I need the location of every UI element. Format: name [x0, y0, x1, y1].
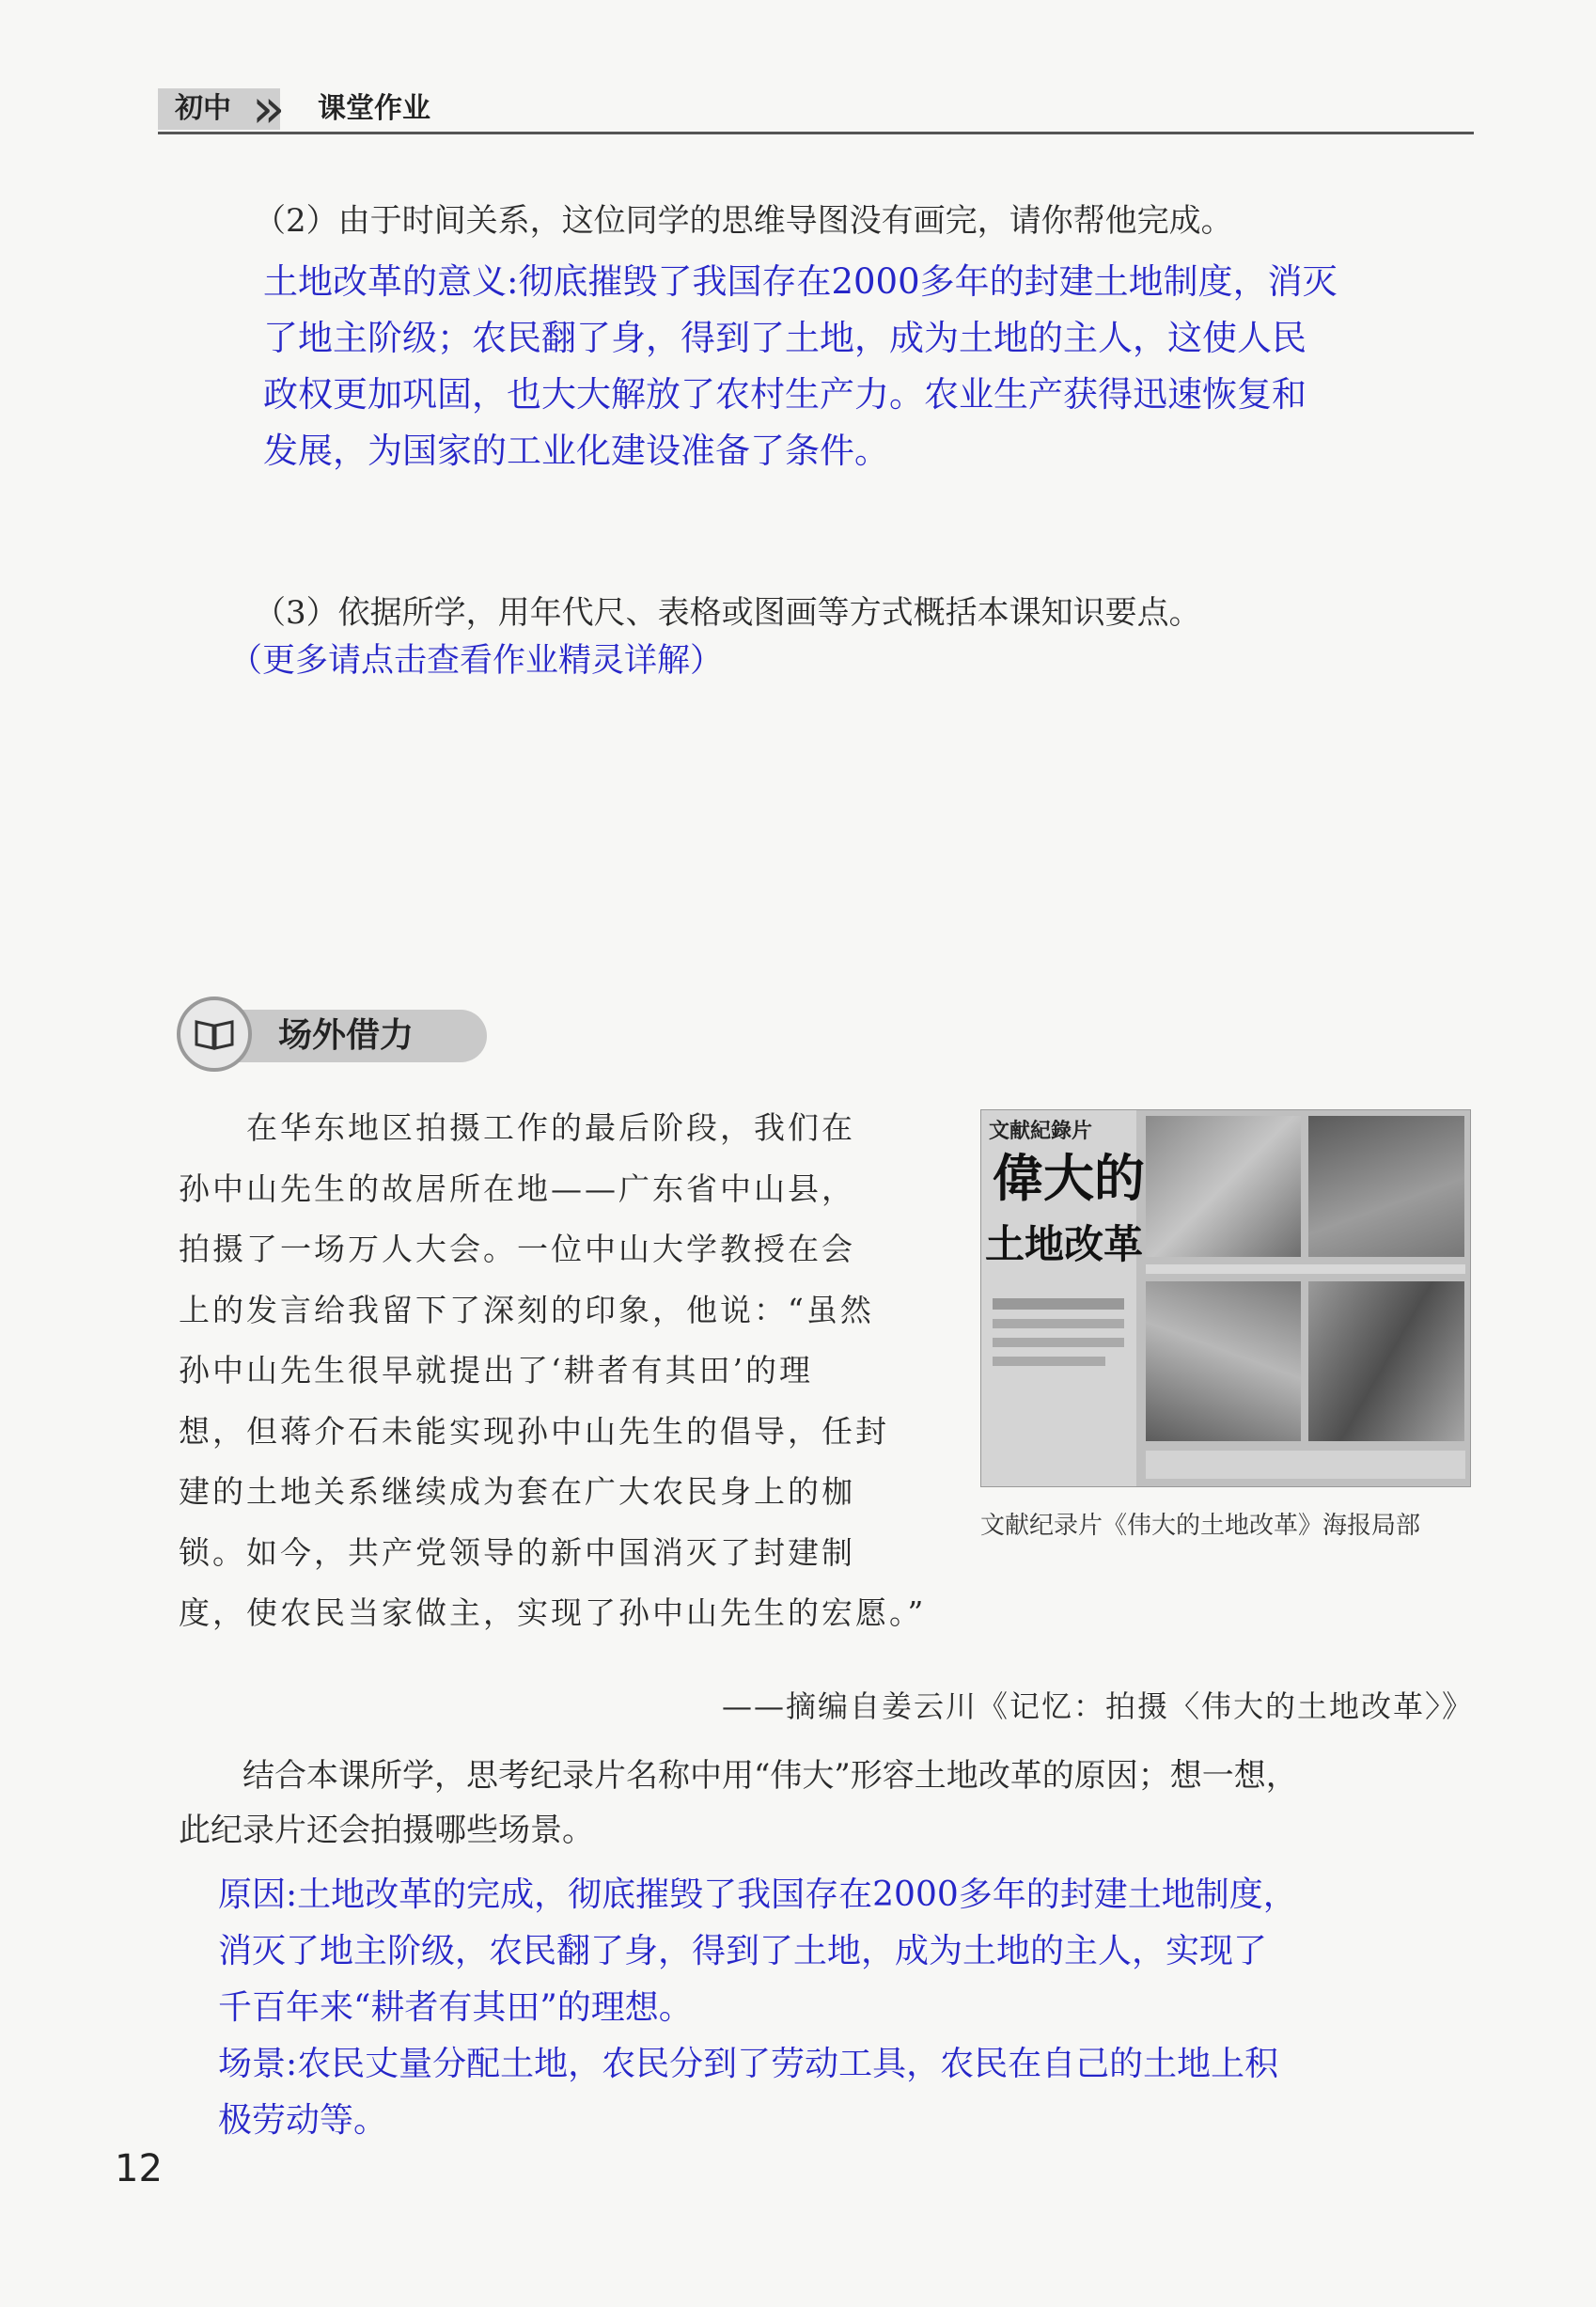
- story-line: 锁。如今，共产党领导的新中国消灭了封建制: [179, 1533, 855, 1571]
- poster-title-line-1: 偉大的: [993, 1149, 1145, 1208]
- answer-line: 发展，为国家的工业化建设准备了条件。: [263, 431, 889, 471]
- more-details-link[interactable]: （更多请点击查看作业精灵详解）: [229, 642, 724, 680]
- story-line: 在华东地区拍摄工作的最后阶段，我们在: [179, 1109, 855, 1146]
- section-badge: [177, 997, 487, 1072]
- answer-line: 土地改革的意义:彻底摧毁了我国存在2000多年的封建土地制度，消灭: [263, 261, 1338, 302]
- question-3-prompt: （3）依据所学，用年代尺、表格或图画等方式概括本课知识要点。: [254, 594, 1201, 632]
- story-line: 建的土地关系继续成为套在广大农民身上的枷: [179, 1473, 855, 1510]
- answer-line: 极劳动等。: [218, 2101, 388, 2140]
- task-prompt-line: 此纪录片还会拍摄哪些场景。: [179, 1812, 594, 1849]
- question-2-answer: [263, 254, 1338, 479]
- series-title: 课堂作业: [318, 92, 430, 125]
- open-book-icon: [177, 997, 252, 1072]
- story-line: 拍摄了一场万人大会。一位中山大学教授在会: [179, 1231, 855, 1267]
- page-number: 12: [115, 2147, 163, 2190]
- documentary-poster-image: [980, 1109, 1471, 1487]
- question-2-prompt: （2）由于时间关系，这位同学的思维导图没有画完，请你帮他完成。: [254, 202, 1233, 240]
- poster-top-label: 文献紀錄片: [989, 1119, 1093, 1143]
- story-line: 度，使农民当家做主，实现了孙中山先生的宏愿。”: [179, 1594, 927, 1631]
- answer-line: 原因:土地改革的完成，彻底摧毁了我国存在2000多年的封建土地制度，: [218, 1875, 1297, 1914]
- story-line: 孙中山先生很早就提出了‘耕者有其田’的理: [179, 1352, 813, 1389]
- section-title: 场外借力: [278, 1016, 415, 1055]
- task-prompt: [179, 1749, 1298, 1858]
- story-source: ——摘编自姜云川《记忆：拍摄〈伟大的土地改革〉》: [721, 1688, 1474, 1724]
- answer-line: 消灭了地主阶级，农民翻了身，得到了土地，成为土地的主人，实现了: [218, 1932, 1268, 1970]
- answer-line: 千百年来“耕者有其田”的理想。: [218, 1988, 693, 2027]
- answer-line: 了地主阶级；农民翻了身，得到了土地，成为土地的主人，这使人民: [263, 318, 1307, 358]
- story-line: 想，但蒋介石未能实现孙中山先生的倡导，任封: [179, 1412, 889, 1450]
- poster-caption: 文献纪录片《伟大的土地改革》海报局部: [980, 1512, 1421, 1540]
- double-chevron-icon: »: [252, 76, 276, 140]
- story-passage: [179, 1098, 926, 1644]
- answer-line: 政权更加巩固，也大大解放了农村生产力。农业生产获得迅速恢复和: [263, 374, 1307, 415]
- task-answer: [218, 1867, 1297, 2149]
- story-line: 孙中山先生的故居所在地——广东省中山县，: [179, 1169, 855, 1207]
- page-header: [158, 76, 1474, 140]
- poster-title-line-2: 土地改革: [985, 1221, 1144, 1267]
- answer-line: 场景:农民丈量分配土地，农民分到了劳动工具，农民在自己的土地上积: [218, 2045, 1279, 2083]
- task-prompt-line: 结合本课所学，思考纪录片名称中用“伟大”形容土地改革的原因；想一想，: [179, 1757, 1298, 1795]
- level-tag: 初中: [158, 88, 280, 130]
- story-line: 上的发言给我留下了深刻的印象，他说：“虽然: [179, 1291, 874, 1328]
